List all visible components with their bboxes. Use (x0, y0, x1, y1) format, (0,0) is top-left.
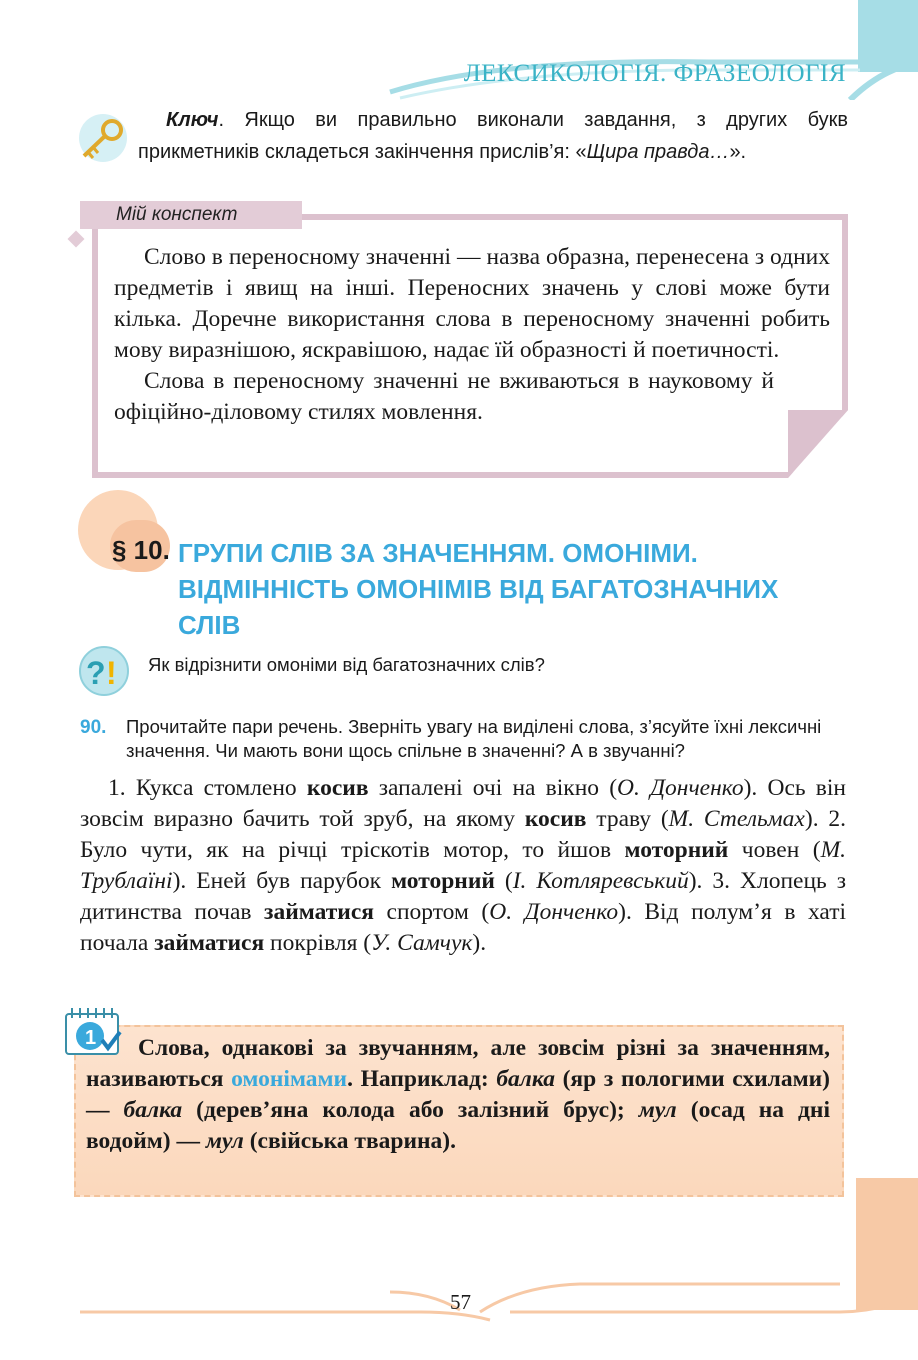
question-exclamation-icon (78, 646, 130, 696)
page-number: 57 (450, 1290, 471, 1314)
highlighted-word: моторний (624, 837, 729, 863)
author: О. Донченко (489, 899, 619, 925)
rule-icon-number: 1 (85, 1027, 97, 1049)
text: ). 2. Було чути, як на річці тріскотів мотор, то йшов (80, 806, 846, 863)
konspekt-paragraph-1: Слово в переносному значенні — назва образна, перенесена з одних предметів і явищ на інші. Переносних значень у слові може бути кілька. Доречне використання слова в переносному значенні робить мову виразнішою, яскравішою, надає їй образності й поетичності. (114, 244, 830, 363)
key-text-1: . Якщо ви правильно виконали завдання, з других букв прикметників складеться закінчення прислів’я: « (138, 109, 848, 163)
proverb: Щира правда… (586, 141, 730, 163)
text: ). 3. Хлопець з дитинства почав (80, 868, 847, 925)
text: . Наприклад: (347, 1066, 497, 1092)
key-icon (74, 112, 132, 164)
text: траву ( (586, 806, 669, 832)
text: (дерев’яна колода або залізний брус); (182, 1097, 639, 1123)
text: ). (472, 930, 487, 956)
text: (свійська тварина). (243, 1128, 456, 1154)
text: Слова, однакові за звучанням, але зовсім різні за значенням, називаються (86, 1035, 830, 1092)
author: О. Донченко (617, 775, 744, 801)
highlighted-word: косив (306, 775, 369, 801)
author: І. Котляревський (512, 868, 689, 894)
konspekt-label: Мій конспект (80, 201, 302, 229)
text: 1. Кукса стомлено (108, 775, 307, 801)
highlighted-word: косив (524, 806, 587, 832)
example-word: мул (638, 1097, 677, 1123)
footer-swoosh (80, 1270, 918, 1330)
konspekt-paragraph-2: Слова в переносному значенні не вживаються в науковому й офіційно-діловому стилях мовлення. (114, 368, 774, 425)
rule-term: омонімами (231, 1066, 348, 1092)
konspekt-text (114, 242, 830, 428)
text: покрівля ( (264, 930, 372, 956)
question-text: Як відрізнити омоніми від багатозначних слів? (148, 654, 545, 675)
text: ). Еней був парубок (172, 868, 392, 894)
author: М. Стельмах (668, 806, 805, 832)
text: (осад на дні водойм) — (86, 1097, 831, 1154)
example-word: балка (496, 1066, 555, 1092)
rule-text (86, 1033, 830, 1157)
text: човен ( (728, 837, 821, 863)
svg-text:!: ! (106, 655, 117, 691)
exercise-body (80, 773, 846, 959)
text: спортом ( (373, 899, 490, 925)
text: запалені очі на вікно ( (368, 775, 618, 801)
highlighted-word: займатися (154, 930, 265, 956)
text: ). Ось він зовсім виразно бачить той зруб, на якому (80, 775, 846, 832)
section-title: ГРУПИ СЛІВ ЗА ЗНАЧЕННЯМ. ОМОНІМИ. ВІДМІННІСТЬ ОМОНІМІВ ВІД БАГАТОЗНАЧНИХ СЛІВ (178, 538, 779, 640)
exercise-number: 90. (80, 717, 107, 738)
example-word: мул (205, 1128, 244, 1154)
example-word: балка (123, 1097, 183, 1123)
text: ). Від полум’я в хаті почала (80, 899, 847, 956)
author: М. Трублаїні (80, 837, 847, 894)
text: ( (494, 868, 513, 894)
header-title: ЛЕКСИКОЛОГІЯ. ФРАЗЕОЛОГІЯ (463, 60, 846, 87)
text: (яр з пологими схилами) — (86, 1066, 830, 1123)
key-label: Ключ (166, 109, 219, 131)
svg-text:?: ? (86, 655, 106, 691)
author: У. Самчук (371, 930, 473, 956)
key-text-2: ». (729, 141, 747, 163)
section-number: § 10. (112, 535, 170, 565)
highlighted-word: займатися (264, 899, 374, 925)
key-paragraph (138, 104, 848, 168)
exercise-task: Прочитайте пари речень. Зверніть увагу на виділені слова, з’ясуйте їхні лексичні значення. Чи мають вони щось спільне в значенні? А в звучанні? (126, 716, 822, 761)
diamond-marker (68, 231, 85, 248)
highlighted-word: моторний (391, 868, 495, 894)
